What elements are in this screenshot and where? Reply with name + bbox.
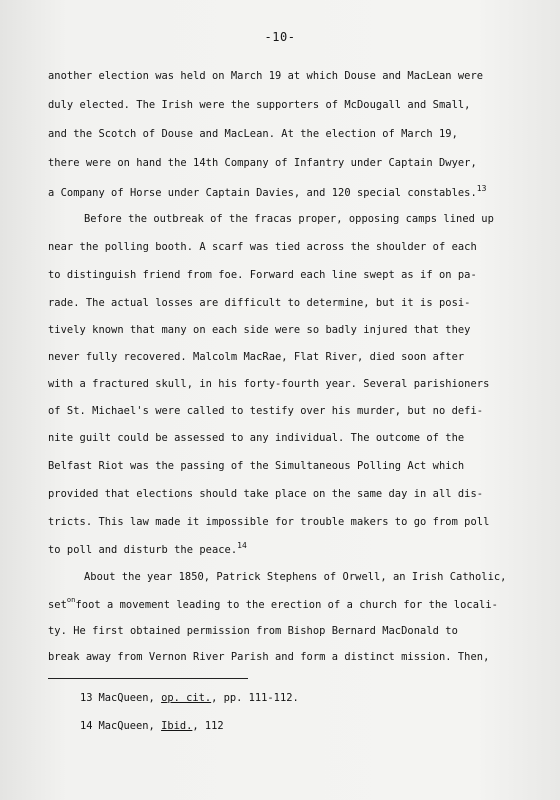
text-line: never fully recovered. Malcolm MacRae, Flat River, died soon after [48, 351, 465, 363]
paragraph-start: Before the outbreak of the fracas proper, opposing camps lined up [84, 213, 494, 225]
text-line: another election was held on March 19 at which Douse and MacLean were [48, 70, 484, 82]
text-line: with a fractured skull, in his forty-fourth year. Several parishioners [48, 378, 490, 390]
text-line-with-footnote [48, 184, 487, 199]
text-line-content: set [48, 599, 67, 611]
footnote-number: 14 [80, 720, 93, 732]
footnote-author: MacQueen, [98, 692, 162, 704]
handwritten-insertion: on [66, 596, 76, 604]
text-line-with-footnote [48, 541, 247, 556]
text-line: rade. The actual losses are difficult to determine, but it is posi- [48, 297, 471, 309]
text-line: Belfast Riot was the passing of the Simultaneous Polling Act which [48, 460, 465, 472]
text-line: of St. Michael's were called to testify over his murder, but no defi- [48, 405, 484, 417]
text-line: break away from Vernon River Parish and form a distinct mission. Then, [48, 651, 490, 663]
text-line-content: foot a movement leading to the erection of a church for the locali- [75, 599, 498, 611]
text-line-content: to poll and disturb the peace. [48, 544, 238, 556]
footnote-divider [48, 678, 248, 679]
text-line: and the Scotch of Douse and MacLean. At the election of March 19, [48, 128, 458, 140]
text-line-with-insertion [48, 596, 498, 611]
text-line: to distinguish friend from foe. Forward each line swept as if on pa- [48, 269, 477, 281]
text-line: duly elected. The Irish were the supporters of McDougall and Small, [48, 99, 471, 111]
footnote-pages: , pp. 111-112. [211, 692, 299, 704]
footnote-marker: 14 [237, 541, 247, 550]
text-line: nite guilt could be assessed to any individual. The outcome of the [48, 432, 465, 444]
page-number: -10- [264, 30, 296, 44]
text-line-content: a Company of Horse under Captain Davies, and 120 special constables. [48, 187, 477, 199]
text-line: ty. He first obtained permission from Bishop Bernard MacDonald to [48, 625, 458, 637]
footnote-author: MacQueen, [98, 720, 162, 732]
footnote-ref: Ibid. [161, 720, 193, 732]
footnote [80, 720, 224, 732]
footnote-ref: op. cit. [161, 692, 212, 704]
text-line: provided that elections should take place on the same day in all dis- [48, 488, 484, 500]
footnote-pages: , 112 [192, 720, 224, 732]
text-line: tively known that many on each side were so badly injured that they [48, 324, 471, 336]
footnote [80, 692, 299, 704]
text-line: near the polling booth. A scarf was tied across the shoulder of each [48, 241, 477, 253]
text-line: tricts. This law made it impossible for trouble makers to go from poll [48, 516, 490, 528]
footnote-marker: 13 [476, 184, 487, 193]
paragraph-start: About the year 1850, Patrick Stephens of Orwell, an Irish Catholic, [84, 571, 507, 583]
footnote-number: 13 [80, 692, 93, 704]
text-line: there were on hand the 14th Company of Infantry under Captain Dwyer, [48, 157, 477, 169]
